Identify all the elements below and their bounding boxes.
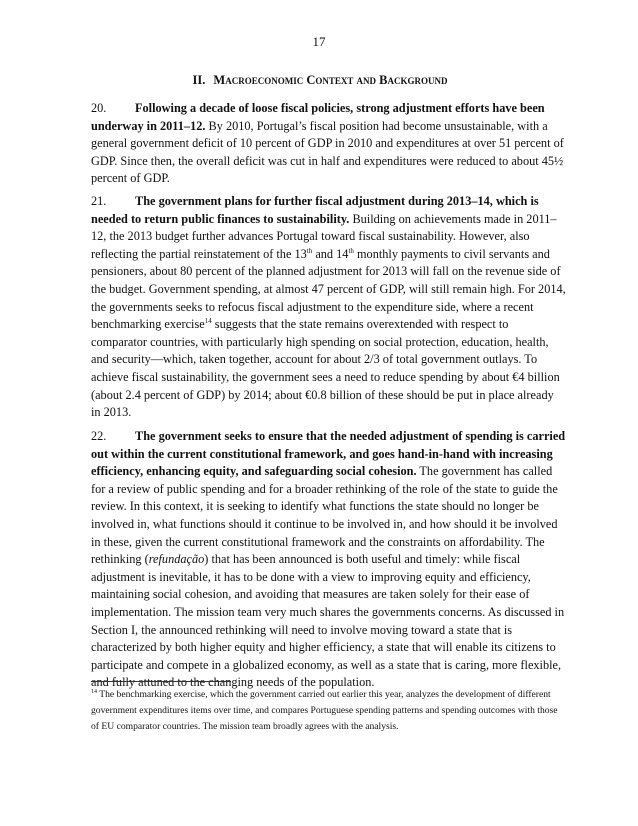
section-number: II. — [192, 73, 206, 87]
ordinal-suffix: th — [306, 246, 313, 255]
footnote-divider — [91, 681, 231, 682]
paragraph-body: By 2010, Portugal’s fiscal position had become unsustainable, with a general government deficit of 10 percent of GDP in 2010 and expenditures at over 51 percent of GDP. Since then, the overall deficit was cut in half and expenditures were reduced to about 45½ percent of GDP. — [91, 118, 564, 186]
paragraph-number: 21. — [91, 194, 107, 208]
paragraph-21 — [91, 193, 566, 422]
section-heading — [90, 73, 550, 88]
paragraph-body: ) that has been announced is both useful and timely: while fiscal adjustment is inevitable, it has to be done with a view to improving equity and efficiency, maintaining social cohesion, and avoiding that measures are taken solely for their ease of implementation. The mission team very much shares the governments concerns. As discussed in Section I, the announced rethinking will need to involve moving toward a state that is characterized by both higher equity and higher efficiency, a state that will enable its citizens to participate and compete in a globalized economy, as well as a state that is caring, more flexible, and fully attuned to the changing needs of the population. — [91, 552, 565, 690]
paragraph-body: and 14 — [312, 246, 349, 261]
footnote — [91, 687, 566, 735]
page-number: 17 — [312, 34, 326, 49]
paragraph-body: Building on achievements made in 2011–12, the 2013 budget further advances Portugal toward fiscal sustainability. However, also reflecting the partial reinstatement of the 13 — [91, 211, 557, 261]
italic-term: refundação — [148, 552, 205, 567]
paragraph-lead: Following a decade of loose fiscal policies, strong adjustment efforts have been underway in 2011–12. — [91, 101, 545, 133]
paragraph-body: monthly payments to civil servants and pensioners, about 80 percent of the planned adjustment for 2013 will fall on the revenue side of the budget. Government spending, at almost 47 percent of GDP, will still remain high. For 2014, the governments seeks to refocus fiscal adjustment to the expenditure side, where a recent benchmarking exercise — [91, 246, 566, 332]
footnote-text: The benchmarking exercise, which the government carried out earlier this year, analyzes the development of different government expenditures items over time, and compares Portuguese spending patterns and spending outcomes with those of EU comparator countries. The mission team broadly agrees with the analysis. — [91, 689, 558, 732]
paragraph-lead: The government seeks to ensure that the needed adjustment of spending is carried out within the current constitutional framework, and goes hand-in-hand with increasing efficiency, enhancing equity, and safeguarding social cohesion. — [91, 429, 566, 479]
section-title: Macroeconomic Context and Background — [213, 73, 448, 87]
paragraph-lead: The government plans for further fiscal adjustment during 2013–14, which is needed to return public finances to sustainability. — [91, 194, 539, 226]
paragraph-body: The government has called for a review of public spending and for a broader rethinking of the role of the state to guide the review. In this context, it is seeking to identify what functions the state should no longer be involved in, what functions should it continue to be involved in, and how should it be involved in these, given the current constitutional framework and the constraints on affordability. The rethinking ( — [91, 464, 558, 567]
paragraph-number: 22. — [91, 429, 107, 443]
paragraph-20 — [91, 100, 566, 188]
paragraph-number: 20. — [91, 101, 107, 115]
paragraph-22 — [91, 428, 566, 692]
ordinal-suffix: th — [348, 246, 354, 255]
footnote-reference[interactable]: 14 — [204, 317, 212, 326]
footnote-number: 14 — [91, 688, 97, 695]
paragraph-body: suggests that the state remains overextended with respect to comparator countries, with particularly high spending on social protection, education, health, and security—which, taken together, account for about 2/3 of total government outlays. To achieve fiscal sustainability, the government sees a need to reduce spending by about €4 billion (about 2.4 percent of GDP) by 2014; about €0.8 billion of these should be put in place already in 2013. — [91, 317, 560, 420]
